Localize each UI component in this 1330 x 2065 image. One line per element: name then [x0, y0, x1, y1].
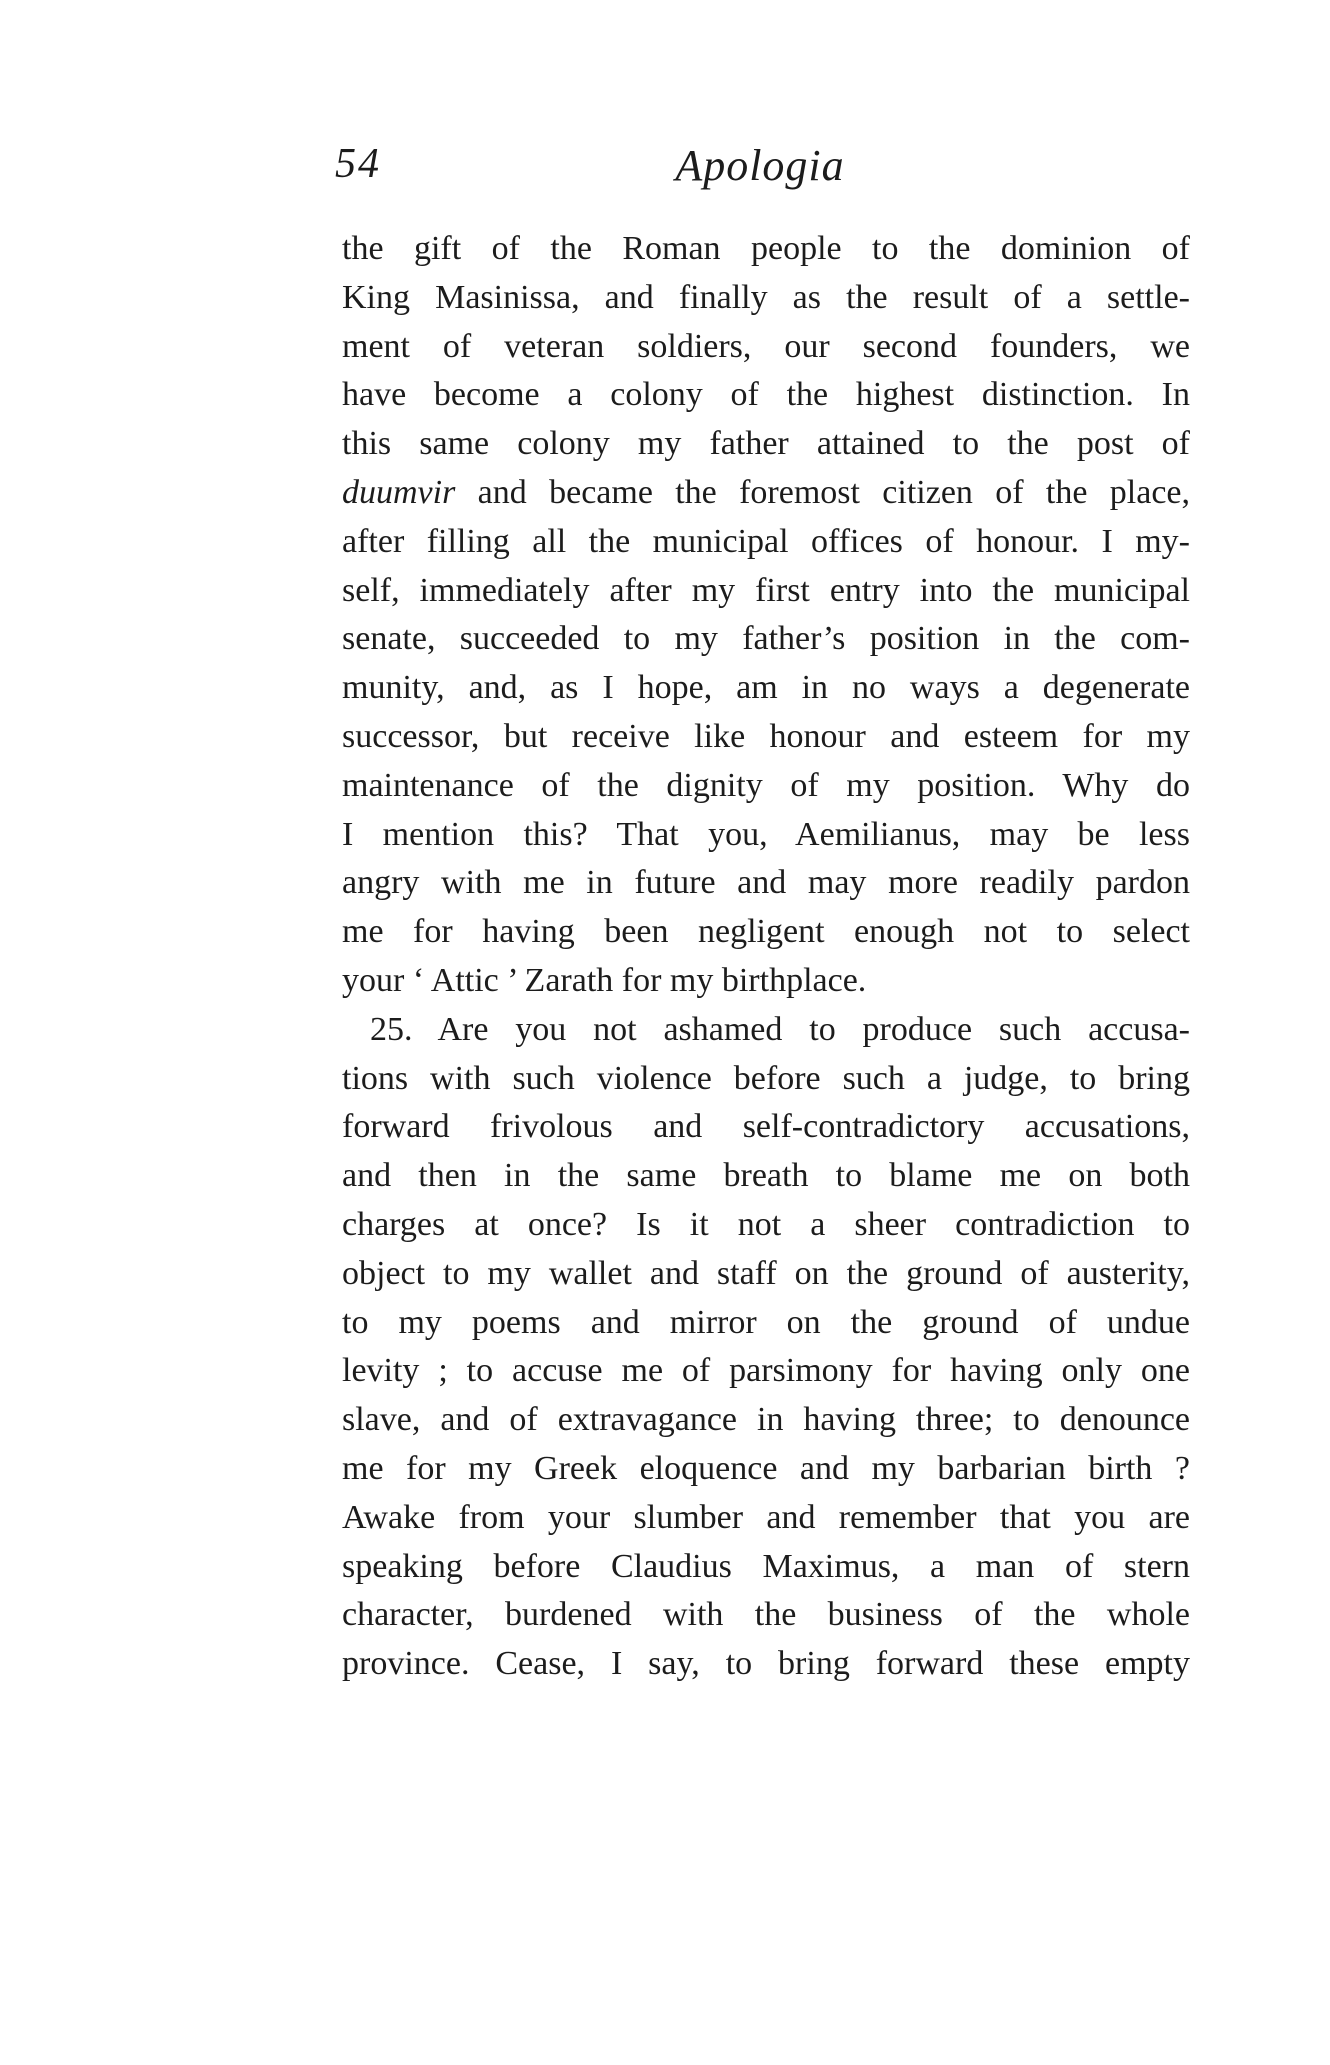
text-line: have become a colony of the highest distinction. In [342, 376, 1190, 414]
text-line: levity ; to accuse me of parsimony for having only one [342, 1352, 1190, 1390]
text-line: speaking before Claudius Maximus, a man of stern [342, 1547, 1190, 1585]
text-line: me for my Greek eloquence and my barbarian birth ? [342, 1449, 1190, 1487]
text-line: tions with such violence before such a judge, to bring [342, 1059, 1190, 1097]
text-line: slave, and of extravagance in having three; to denounce [342, 1401, 1190, 1439]
text-line: King Masinissa, and finally as the result of a settle- [342, 278, 1190, 316]
text-line: munity, and, as I hope, am in no ways a degenerate [342, 669, 1190, 707]
text-line: object to my wallet and staff on the ground of austerity, [342, 1254, 1190, 1292]
text-line: character, burdened with the business of the whole [342, 1596, 1190, 1634]
text-line: senate, succeeded to my father’s position in the com- [342, 620, 1190, 658]
text-line: ment of veteran soldiers, our second founders, we [342, 327, 1190, 365]
text-line: Awake from your slumber and remember that you are [342, 1498, 1190, 1536]
text-line [342, 469, 1190, 518]
italic-term: duumvir [342, 473, 456, 511]
text-line: maintenance of the dignity of my position. Why do [342, 766, 1190, 804]
text-line: province. Cease, I say, to bring forward these empty [342, 1645, 1190, 1683]
text-line-rest: and became the foremost citizen of the place, [477, 473, 1190, 511]
text-line: after filling all the municipal offices of honour. I my- [342, 522, 1190, 560]
text-line: the gift of the Roman people to the dominion of [342, 230, 1190, 267]
text-line: successor, but receive like honour and esteem for my [342, 717, 1190, 755]
body-text [342, 225, 1190, 1689]
running-head [335, 140, 1185, 200]
text-line: forward frivolous and self-contradictory accusations, [342, 1108, 1190, 1146]
text-line: and then in the same breath to blame me on both [342, 1157, 1190, 1195]
paragraph-start-line: 25. Are you not ashamed to produce such accusa- [370, 1010, 1190, 1048]
running-title: Apologia [675, 141, 845, 190]
text-line: I mention this? That you, Aemilianus, may be less [342, 815, 1190, 853]
text-line: angry with me in future and may more readily pardon [342, 864, 1190, 902]
text-line: this same colony my father attained to the post of [342, 425, 1190, 463]
text-line: charges at once? Is it not a sheer contradiction to [342, 1205, 1190, 1243]
text-line: to my poems and mirror on the ground of undue [342, 1303, 1190, 1341]
page-number: 54 [335, 141, 381, 187]
text-line: me for having been negligent enough not to select [342, 913, 1190, 951]
paragraph-last-line: your ‘ Attic ’ Zarath for my birthplace. [342, 961, 867, 999]
text-line: self, immediately after my first entry into the municipal [342, 571, 1190, 609]
